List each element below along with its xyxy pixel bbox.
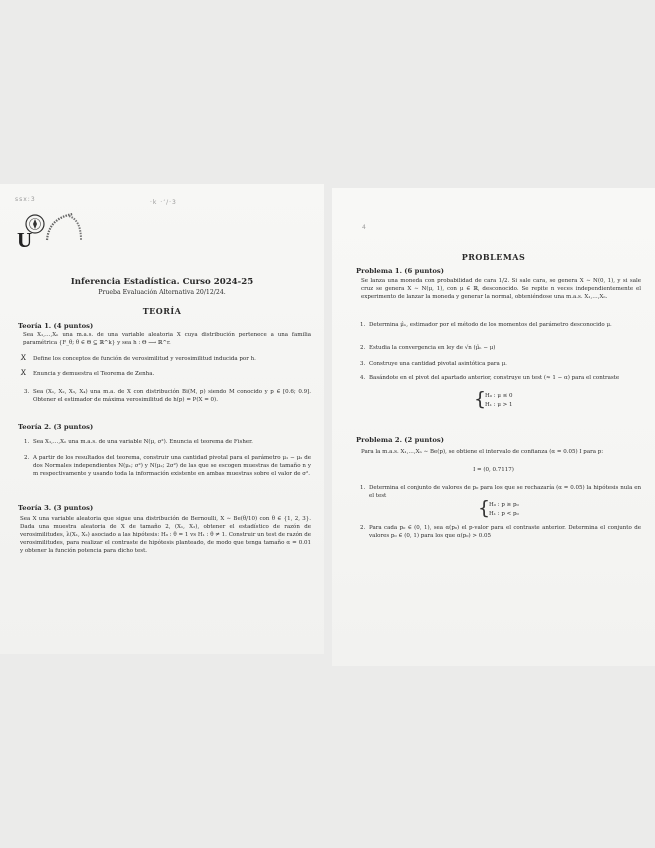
university-name-arc-icon: [43, 210, 85, 246]
university-logo-monogram: U: [17, 228, 33, 252]
left-brace-icon: {: [474, 388, 487, 410]
problem-1-heading: Problema 1. (6 puntos): [356, 267, 444, 275]
item-number: 3.: [24, 389, 30, 395]
left-exam-page: [0, 184, 324, 654]
theory-1-item-1-text: Define los conceptos de función de verosimilitud y verosimilitud inducida por h.: [33, 356, 256, 362]
theory-1-item-3: [24, 388, 311, 404]
problem-2-item-2-text: Para cada p₀ ∈ (0, 1), sea α(p₀) el p-valor para el contraste anterior. Determina el conjunto de valores p₀ ∈ (0, 1) para los que α(p₀) > 0.05: [369, 525, 641, 540]
theory-3-heading: Teoría 3. (3 puntos): [18, 504, 94, 512]
problem-1-hypotheses: [485, 392, 585, 412]
theory-2-item-2-text: A partir de los resultados del teorema, construir una cantidad pivotal para el parámetro μ₁ − μ₂ de dos Normales independientes N(μ₁; σ²) y N(μ₂; 2σ²) de las que se escogen muestras de tamaño n y m respectivamente y usando toda la información existente en ambas muestras sobre el valor de σ².: [33, 455, 311, 478]
crossed-check-mark: X̸: [21, 369, 26, 377]
crossed-check-mark: X̸: [21, 354, 26, 362]
problem-1-item-2-text: Estudia la convergencia en ley de √n (μ̂ₙ − μ): [369, 345, 496, 351]
problem-2-intro: Para la m.a.s. X₁,…,Xₙ ∼ Be(p), se obtiene el intervalo de confianza (α = 0.05) I para p:: [361, 449, 604, 455]
theory-1-item-3-text: Sea (X₁, X₂, X₃, X₄) una m.a. de X con distribución Bi(M, p) siendo M conocido y p ∈ [0.6; 0.9]. Obtener el estimador de máxima verosimilitud de h(p) = P(X = 0).: [33, 389, 311, 404]
theory-3-text: Sea X una variable aleatoria que sigue una distribución de Bernoulli, X ∼ Be(θ/10) con θ ∈ {1, 2, 3}. Dada una muestra aleatoria de X de tamaño 2, (X₁, X₂), obtener el estadístico de razón de verosimilitudes, λ(X₁, X₂) asociado a las hipótesis: H₀ : θ = 1 vs H₁ : θ ≠ 1. Construir un test de razón de verosimilitudes, para realizar el contraste de hipótesis planteado, de modo que tenga tamaño α = 0.01 y obtener la función potencia para dicho test.: [20, 516, 311, 555]
problem-1-intro: Se lanza una moneda con probabilidad de cara 1/2. Si sale cara, se genera X ∼ N(0, 1), y si sale cruz se genera X ∼ N(μ, 1), con μ ∈ ℝ, desconocido. Se repite n veces independientemente el experimento de lanzar la moneda y generar la normal, obteniéndose una m.a.s. X₁,…,Xₙ.: [361, 278, 641, 301]
problem-2-item-2: [360, 524, 641, 540]
problem-1-item-2: [360, 344, 641, 352]
problem-1-item-1-text: Determina μ̂ₙ, estimador por el método de los momentos del parámetro desconocido μ.: [369, 322, 612, 328]
left-brace-icon: {: [478, 497, 491, 519]
item-number: 2.: [24, 455, 30, 461]
theory-1-intro: Sea X₁,…,Xₙ una m.a.s. de una variable aleatoria X cuya distribución pertenece a una familia paramétrica {F_θ; θ ∈ Θ ⊆ ℝ^k} y sea h : Θ ⟶ ℝ^r.: [23, 332, 311, 347]
problem-1-item-3-text: Construye una cantidad pivotal asintótica para μ.: [369, 361, 507, 367]
theory-1-item-2-text: Enuncia y demuestra el Teorema de Zenha.: [33, 371, 155, 377]
item-number: 2.: [360, 345, 366, 351]
problem-2-h0: H₀ : p ≥ p₀: [489, 502, 519, 508]
exam-subtitle: Prueba Evaluación Alternativa 20/12/24.: [98, 289, 226, 296]
problem-2-item-1-text: Determina el conjunto de valores de p₀ para los que se rechazaría (α = 0.05) la hipótesis nula en el test: [369, 485, 641, 500]
problem-2-item-1: [360, 484, 641, 500]
corner-note: ssx:3: [15, 196, 36, 203]
problem-1-item-4-text: Basándote en el pivot del apartado anterior, construye un test (≈ 1 − α) para el contraste: [369, 375, 620, 381]
problem-1-item-1: [360, 321, 641, 329]
problem-2-hypotheses: [478, 499, 588, 521]
corner-note: 4: [362, 224, 367, 231]
problem-1-h0: H₀ : μ ≤ 0: [485, 393, 513, 399]
item-number: 3.: [360, 361, 366, 367]
problem-2-heading: Problema 2. (2 puntos): [356, 436, 444, 444]
problem-1-item-3: [360, 360, 641, 368]
theory-1-item-1: [21, 354, 308, 363]
university-seal-icon: [25, 214, 45, 234]
item-number: 2.: [360, 525, 366, 531]
exam-title: Inferencia Estadística. Curso 2024-25: [70, 277, 254, 287]
theory-2-item-1-text: Sea X₁,…,Xₙ una m.a.s. de una variable N(μ, σ²). Enuncia el teorema de Fisher.: [33, 439, 253, 445]
item-number: 1.: [360, 322, 366, 328]
theory-2-heading: Teoría 2. (3 puntos): [18, 423, 94, 431]
item-number: 1.: [360, 485, 366, 491]
theory-1-item-2: [21, 369, 308, 378]
problems-section-title: PROBLEMAS: [461, 252, 526, 262]
pencil-note: ·k ·ʼ/·3: [150, 199, 177, 206]
problem-1-item-4: [360, 374, 641, 382]
university-logo: [17, 208, 87, 254]
theory-2-item-2: [24, 454, 311, 478]
problem-2-h1: H₁ : p < p₀: [489, 511, 519, 517]
theory-2-item-1: [24, 438, 311, 446]
right-exam-page: [332, 188, 655, 666]
theory-1-heading: Teoría 1. (4 puntos): [18, 322, 94, 330]
item-number: 1.: [24, 439, 30, 445]
item-number: 4.: [360, 375, 366, 381]
theory-section-title: TEORÍA: [142, 306, 182, 316]
confidence-interval: I = (0, 0.7117): [473, 467, 514, 473]
problem-1-h1: H₁ : μ > 1: [485, 402, 513, 408]
